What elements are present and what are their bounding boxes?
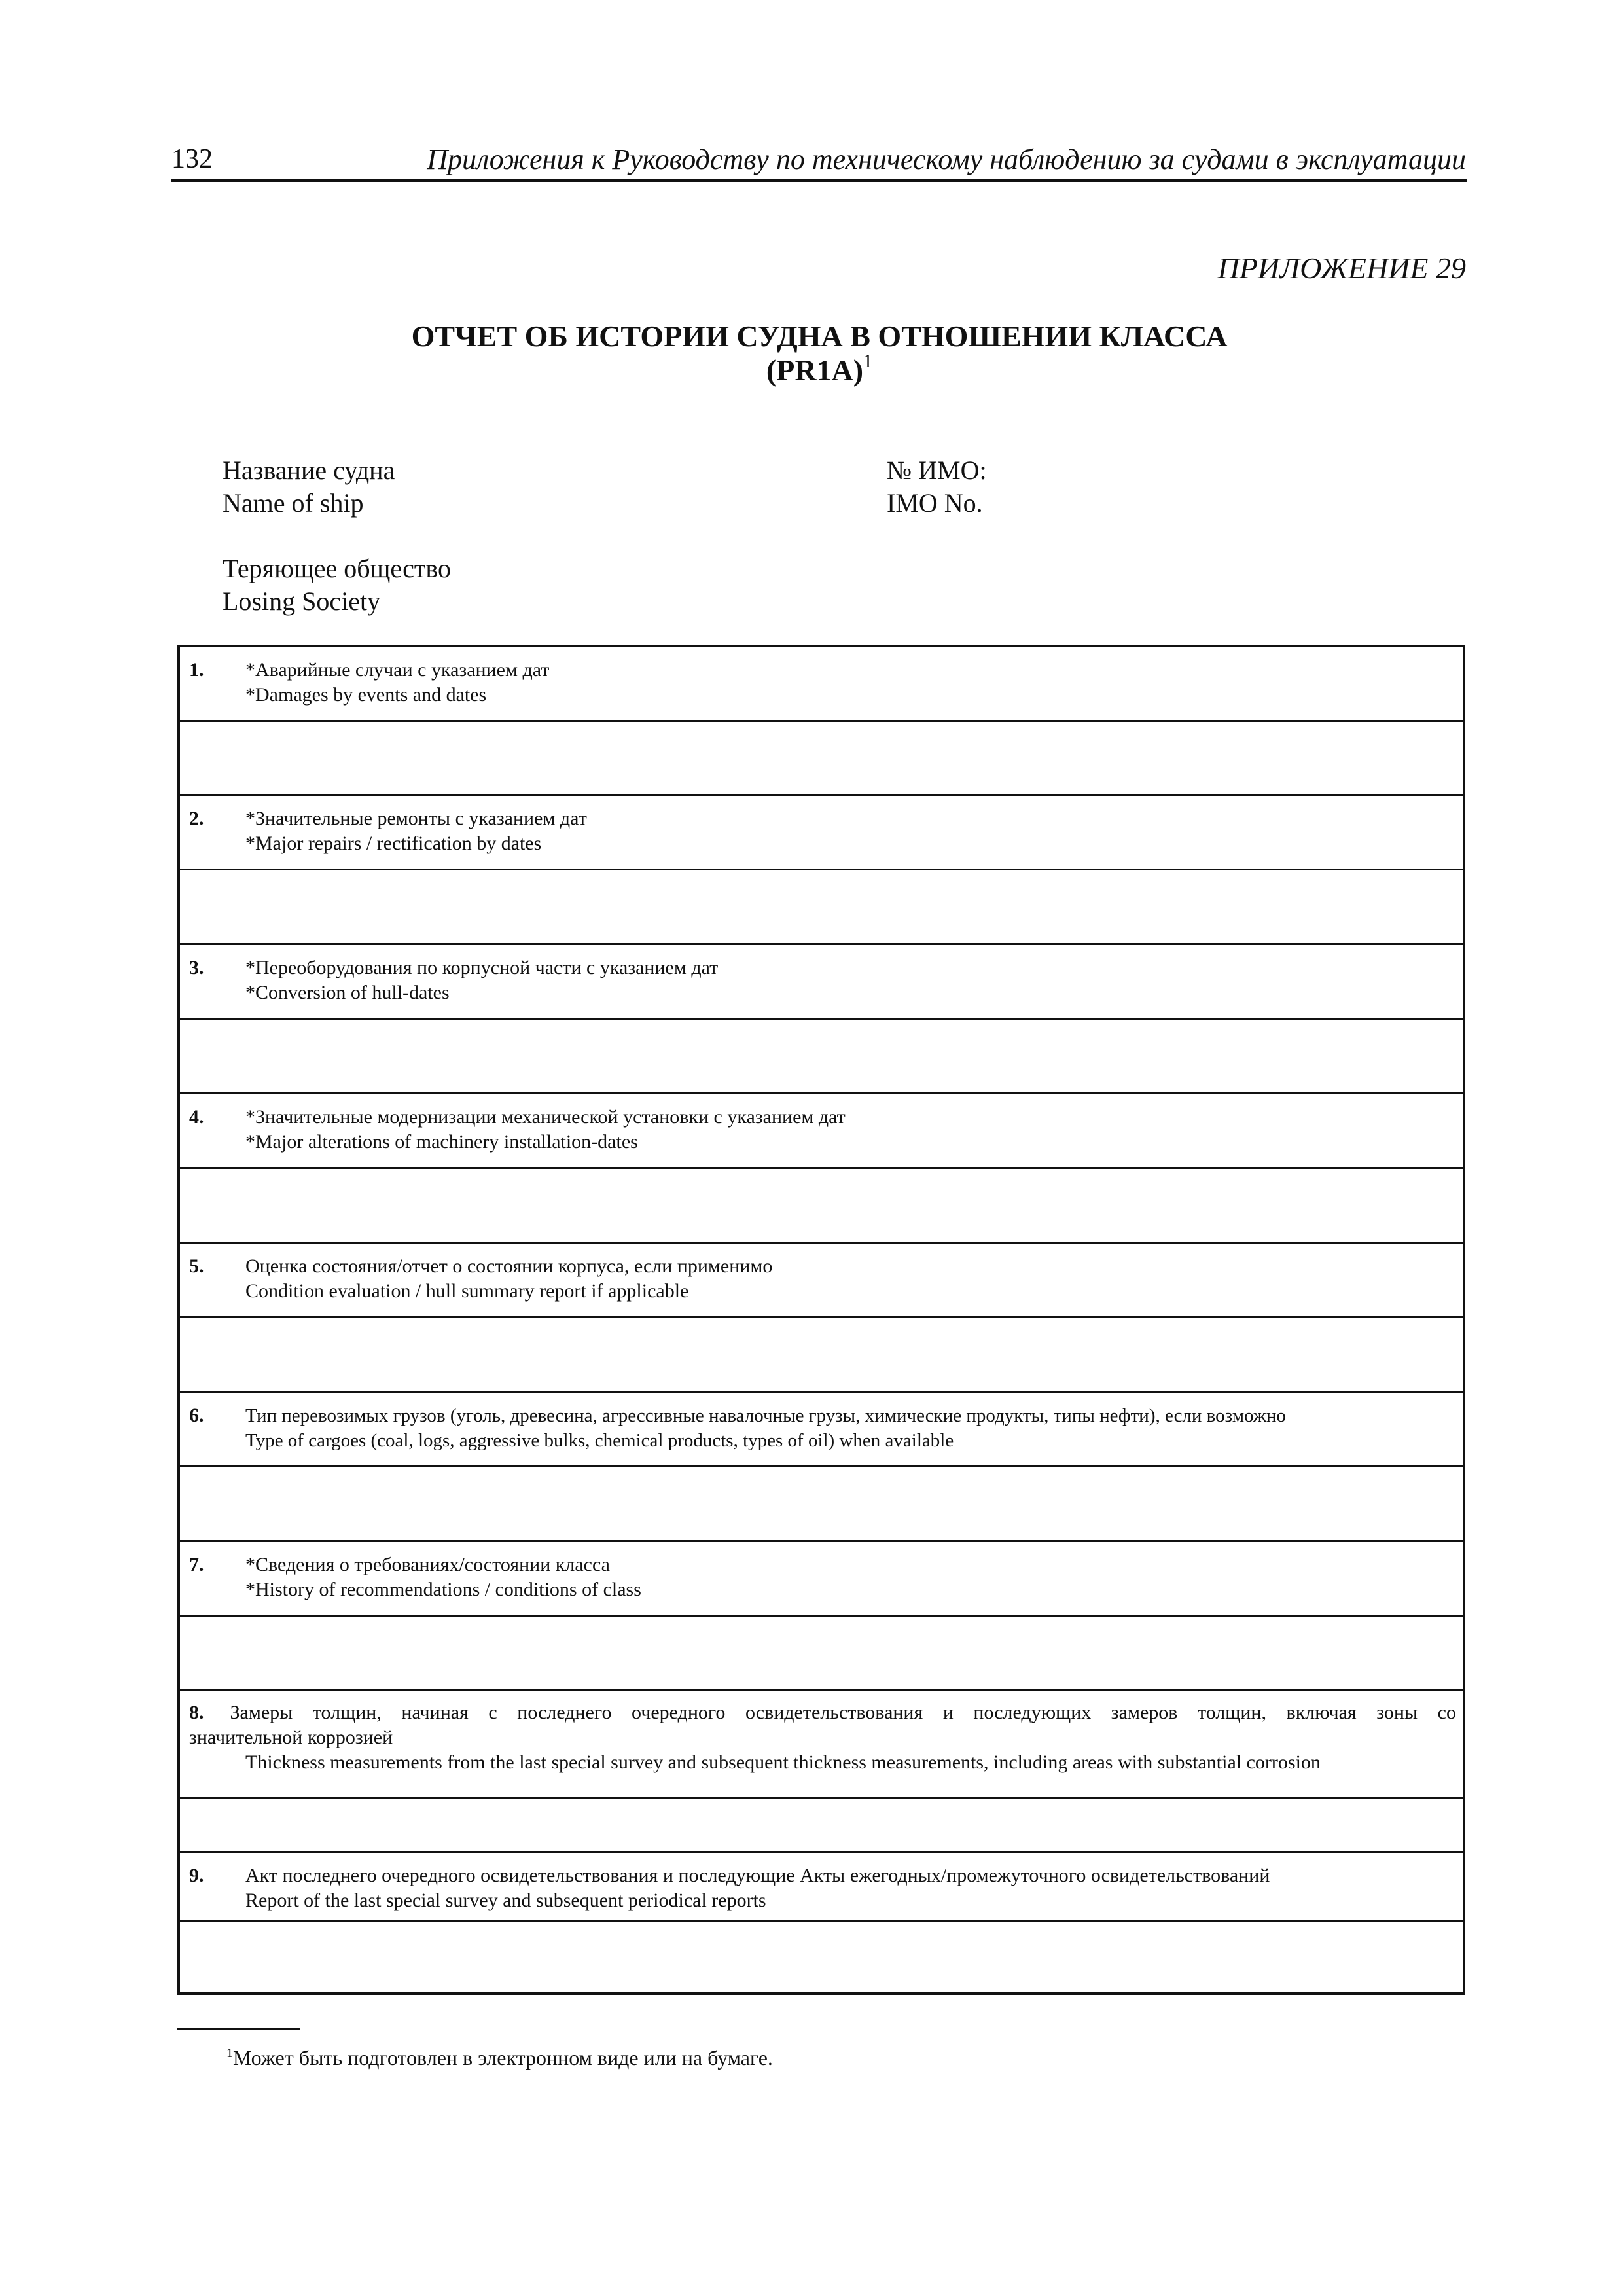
footnote-ref: 1 <box>863 351 873 372</box>
section-title-en: *Damages by events and dates <box>245 684 487 706</box>
section-title-ru: Тип перевозимых грузов (уголь, древесина, агрессивные навалочные грузы, химические продукты, типы нефти), если возможно <box>245 1405 1286 1426</box>
section-9-entry-field[interactable] <box>180 1922 1463 1992</box>
section-7-header <box>180 1542 1463 1617</box>
losing-society-label-en: Losing Society <box>223 586 381 616</box>
section-number: 6. <box>189 1405 204 1426</box>
section-5-entry-field[interactable] <box>180 1318 1463 1393</box>
section-number: 4. <box>189 1106 204 1128</box>
appendix-label: ПРИЛОЖЕНИЕ 29 <box>1217 251 1466 285</box>
section-title-en: *Conversion of hull-dates <box>245 982 450 1003</box>
title-line-2: $(PR1A)^1$ <box>766 351 873 387</box>
section-title-ru-continued: значительной коррозией <box>189 1727 393 1748</box>
footnote <box>226 2045 773 2071</box>
section-7-entry-field[interactable] <box>180 1617 1463 1691</box>
section-6-header <box>180 1393 1463 1467</box>
section-8-header <box>180 1691 1463 1799</box>
section-title-ru: *Переоборудования по корпусной части с указанием дат <box>245 957 719 978</box>
section-title-ru: *Значительные ремонты с указанием дат <box>245 808 587 829</box>
section-title-en: Condition evaluation / hull summary report if applicable <box>245 1280 689 1302</box>
title-line-1: ОТЧЕТ ОБ ИСТОРИИ СУДНА В ОТНОШЕНИИ КЛАССА <box>411 319 1228 353</box>
section-title-ru: 8. Замеры толщин, начиная с последнего очередного освидетельствования и последующих замеров толщин, включая зоны со <box>189 1702 1456 1723</box>
section-number: 8. <box>189 1702 204 1723</box>
section-number: 7. <box>189 1554 204 1575</box>
section-title-en: Type of cargoes (coal, logs, aggressive bulks, chemical products, types of oil) when available <box>245 1430 954 1451</box>
section-2-entry-field[interactable] <box>180 870 1463 945</box>
section-title-ru: *Значительные модернизации механической установки с указанием дат <box>245 1106 846 1128</box>
section-number: 2. <box>189 808 204 829</box>
section-1-header <box>180 647 1463 722</box>
page-number: 132 <box>171 144 213 174</box>
section-title-ru: Акт последнего очередного освидетельствования и последующие Акты ежегодных/промежуточного освидетельствований <box>245 1865 1270 1886</box>
section-6-entry-field[interactable] <box>180 1467 1463 1542</box>
section-2-header <box>180 796 1463 870</box>
imo-label-ru: № ИМО: <box>887 456 987 485</box>
section-title-ru: *Сведения о требованиях/состоянии класса <box>245 1554 610 1575</box>
losing-society-label-ru: Теряющее общество <box>223 554 452 583</box>
imo-number-field <box>887 454 987 520</box>
section-title-en: Thickness measurements from the last special survey and subsequent thickness measurements, including areas with substantial corrosion <box>245 1751 1321 1773</box>
ship-name-label-ru: Название судна <box>223 456 395 485</box>
footnote-rule <box>177 2028 300 2030</box>
section-title-ru: *Аварийные случаи с указанием дат <box>245 659 550 681</box>
section-number: 1. <box>189 659 204 681</box>
section-8-entry-field[interactable] <box>180 1799 1463 1853</box>
section-3-header <box>180 945 1463 1020</box>
losing-society-field <box>223 552 451 618</box>
footnote-mark: 1 <box>226 2046 233 2060</box>
section-title-en: Report of the last special survey and subsequent periodical reports <box>245 1890 766 1911</box>
footnote-text: Может быть подготовлен в электронном виде или на бумаге. <box>233 2046 773 2070</box>
running-head: Приложения к Руководству по техническому наблюдению за судами в эксплуатации <box>427 143 1466 175</box>
ship-name-field <box>223 454 395 520</box>
section-number: 9. <box>189 1865 204 1886</box>
section-1-entry-field[interactable] <box>180 722 1463 796</box>
section-4-header <box>180 1094 1463 1169</box>
imo-label-en: IMO No. <box>887 488 983 518</box>
section-title-en: *Major alterations of machinery installation-dates <box>245 1131 638 1153</box>
section-title-en: *Major repairs / rectification by dates <box>245 833 542 854</box>
section-4-entry-field[interactable] <box>180 1169 1463 1244</box>
section-number: 5. <box>189 1255 204 1277</box>
header-rule <box>171 179 1467 182</box>
section-9-header <box>180 1853 1463 1922</box>
ship-name-label-en: Name of ship <box>223 488 364 518</box>
page-title <box>171 319 1467 387</box>
section-number: 3. <box>189 957 204 978</box>
history-form-table <box>177 645 1465 1995</box>
section-title-ru: Оценка состояния/отчет о состоянии корпуса, если применимо <box>245 1255 773 1277</box>
section-5-header <box>180 1244 1463 1318</box>
section-3-entry-field[interactable] <box>180 1020 1463 1094</box>
section-title-en: *History of recommendations / conditions of class <box>245 1579 641 1600</box>
